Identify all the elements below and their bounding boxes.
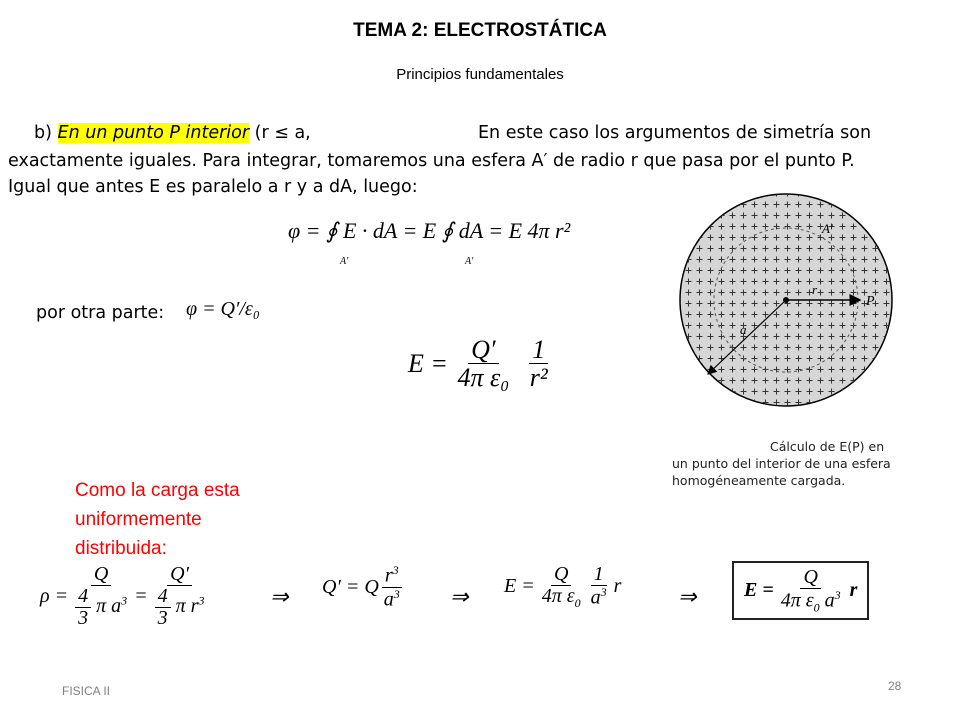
label-a: a	[740, 322, 747, 337]
field-equation	[408, 336, 551, 392]
flux-equation: φ = ∮ E · dA = E ∮ dA = E 4π r²	[288, 218, 571, 243]
field-fraction-2: $\frac{1}{\text{r²}}$	[529, 335, 548, 393]
note-line-1: Como la carga esta	[75, 480, 240, 501]
rho-fraction-1: Q $\frac{4}{3}$ π $a^3$	[72, 564, 130, 629]
page-title: TEMA 2: ELECTROSTÁTICA	[353, 20, 607, 41]
label-r: r	[812, 282, 818, 297]
flux-subscript-2: A′	[465, 256, 474, 267]
note-line-2: uniformemente	[75, 509, 202, 530]
implies-arrow-1: ⇒	[270, 584, 289, 609]
label-a-prime: A′	[822, 221, 833, 236]
otra-parte-label: por otra parte:	[36, 303, 165, 323]
implies-arrow-3: ⇒	[678, 584, 697, 609]
label-p: P	[866, 294, 875, 309]
figure-caption-line-2: un punto del interior de una esfera	[672, 456, 891, 471]
center-point	[783, 297, 789, 303]
paragraph-line-2: exactamente iguales. Para integrar, tomaremos una esfera A′ de radio r que pasa por el punto P.	[8, 151, 855, 171]
field-lhs: E =	[408, 348, 448, 378]
density-equation: ρ = Q $\frac{4}{3}$ π $a^3$ = Q′ $\frac{4}{3}$ π $r^3$	[40, 564, 207, 629]
paragraph-line-1-right: En este caso los argumentos de simetría son	[478, 123, 872, 143]
figure-caption-line-3: homogéneamente cargada.	[672, 473, 846, 488]
paragraph-line-1	[34, 120, 311, 146]
boxed-result-equation: E = $\frac{Q}{4\pi \varepsilon_0 a^3}$ r	[732, 561, 869, 620]
condition-text: (r ≤ a,	[254, 123, 311, 143]
flux-subscript-1: A′	[340, 256, 349, 267]
implies-arrow-2: ⇒	[450, 584, 469, 609]
q-prime-equation: Q′ = Q $\frac{r^3}{a^3}$	[322, 563, 400, 611]
page-subtitle: Principios fundamentales	[396, 66, 564, 83]
rho-fraction-2: Q′ $\frac{4}{3}$ π $r^3$	[152, 564, 208, 629]
note-line-3: distribuida:	[75, 538, 167, 559]
page-number: 28	[888, 679, 902, 693]
e-equation: E = $\frac{Q}{4\pi \varepsilon_0}$ $\frac{1}{a^3}$ r	[504, 563, 622, 610]
otra-parte-equation: φ = Q′/ε₀	[186, 298, 260, 320]
footer-course: FISICA II	[62, 684, 111, 698]
field-fraction-1: $\frac{Q'}{\text{4π ε₀}}$	[457, 335, 510, 393]
item-label: b)	[34, 123, 52, 143]
figure-caption-line-1: Cálculo de E(P) en	[770, 439, 885, 454]
charged-sphere-figure	[672, 188, 902, 416]
highlighted-phrase: En un punto P interior	[57, 123, 250, 143]
paragraph-line-3: Igual que antes E es paralelo a r y a dA, luego:	[8, 177, 418, 197]
